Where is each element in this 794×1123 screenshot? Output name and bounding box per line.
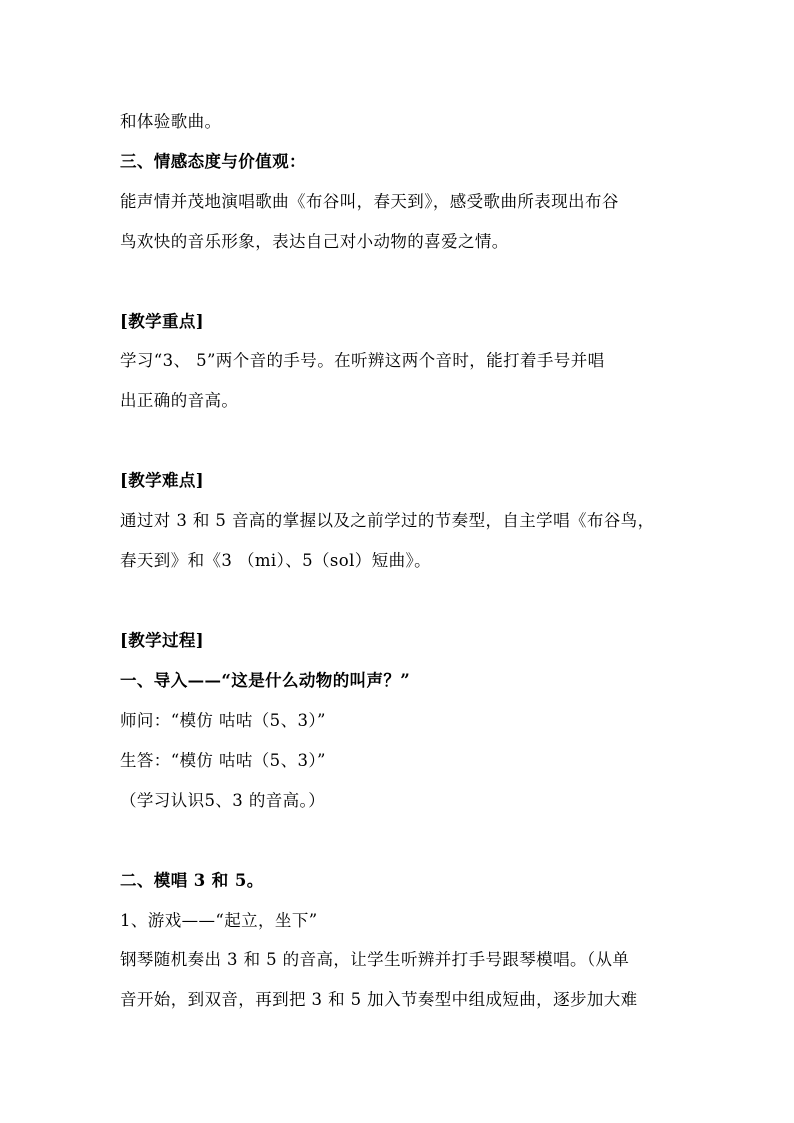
text-line: 能声情并茂地演唱歌曲《布谷叫，春天到》，感受歌曲所表现出布谷 xyxy=(120,192,619,211)
text-line: 师问：“模仿 咕咕（5、3）” xyxy=(120,711,326,730)
section-heading: [教学过程] xyxy=(120,631,205,650)
text-line: 春天到》和《3 （mi）、5（sol）短曲》。 xyxy=(120,551,432,570)
section-heading: 三、情感态度与价值观： xyxy=(120,152,306,171)
text-line: 和体验歌曲。 xyxy=(120,112,222,131)
section-heading: 一、导入——“这是什么动物的叫声？” xyxy=(120,671,411,690)
text-line: 音开始，到双音，再到把 3 和 5 加入节奏型中组成短曲，逐步加大难 xyxy=(120,990,638,1009)
section-heading: [教学难点] xyxy=(120,471,205,490)
text-line: 出正确的音高。 xyxy=(120,391,239,410)
section-heading: [教学重点] xyxy=(120,312,205,331)
text-line: 通过对 3 和 5 音高的掌握以及之前学过的节奏型，自主学唱《布谷鸟， xyxy=(120,511,655,530)
text-line: 1、游戏——“起立，坐下” xyxy=(120,911,318,930)
text-line: （学习认识5、3 的音高。） xyxy=(120,791,326,810)
text-line: 鸟欢快的音乐形象，表达自己对小动物的喜爱之情。 xyxy=(120,232,509,251)
text-line: 生答：“模仿 咕咕（5、3）” xyxy=(120,751,326,770)
text-line: 钢琴随机奏出 3 和 5 的音高，让学生听辨并打手号跟琴模唱。（从单 xyxy=(120,950,630,969)
text-line: 学习“3、 5”两个音的手号。在听辨这两个音时，能打着手号并唱 xyxy=(120,351,605,370)
section-heading: 二、模唱 3 和 5。 xyxy=(120,871,264,890)
